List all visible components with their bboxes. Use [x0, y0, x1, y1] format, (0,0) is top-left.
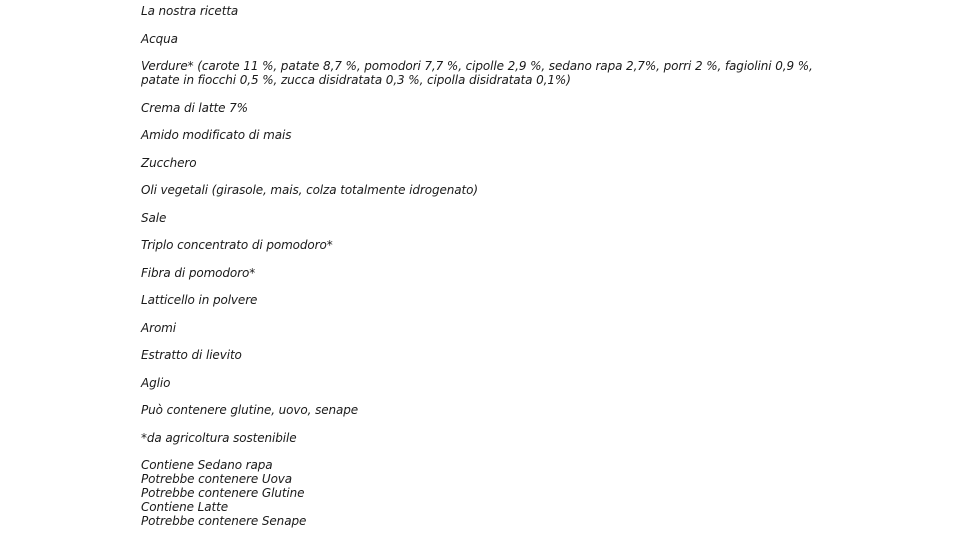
- ingredient-sugar: Zucchero: [141, 155, 197, 170]
- ingredient-tomato-fiber: Fibra di pomodoro*: [141, 265, 256, 280]
- allergen-item: Potrebbe contenere Glutine: [141, 486, 305, 500]
- ingredient-starch: Amido modificato di mais: [141, 128, 292, 142]
- ingredient-oils: Oli vegetali (girasole, mais, colza totalmente idrogenato): [141, 183, 478, 197]
- ingredient-water: Acqua: [141, 31, 178, 46]
- ingredient-garlic: Aglio: [141, 375, 171, 390]
- allergen-item: Potrebbe contenere Senape: [141, 514, 307, 528]
- allergen-item: Contiene Latte: [141, 500, 228, 514]
- may-contain-note: Può contenere glutine, uovo, senape: [141, 403, 359, 417]
- ingredient-cream: Crema di latte 7%: [141, 100, 248, 115]
- allergen-item: Potrebbe contenere Uova: [141, 472, 293, 486]
- sustainability-footnote: *da agricoltura sostenibile: [141, 430, 297, 445]
- ingredient-vegetables: Verdure* (carote 11 %, patate 8,7 %, pomodori 7,7 %, cipolle 2,9 %, sedano rapa 2,7%, porri 2 %, fagiolini 0,9 %, patate in fiocchi 0,5 %, zucca disidratata 0,3 %, cipolla disidratata 0,1%): [141, 59, 813, 87]
- recipe-heading: La nostra ricetta: [141, 4, 239, 18]
- ingredient-document: [141, 4, 831, 528]
- ingredient-aromas: Aromi: [141, 320, 177, 335]
- allergen-list: [141, 458, 831, 528]
- ingredient-buttermilk: Latticello in polvere: [141, 293, 258, 307]
- ingredient-yeast-extract: Estratto di lievito: [141, 348, 242, 362]
- ingredient-tomato-concentrate: Triplo concentrato di pomodoro*: [141, 238, 333, 252]
- ingredient-salt: Sale: [141, 210, 167, 225]
- allergen-item: Contiene Sedano rapa: [141, 458, 273, 472]
